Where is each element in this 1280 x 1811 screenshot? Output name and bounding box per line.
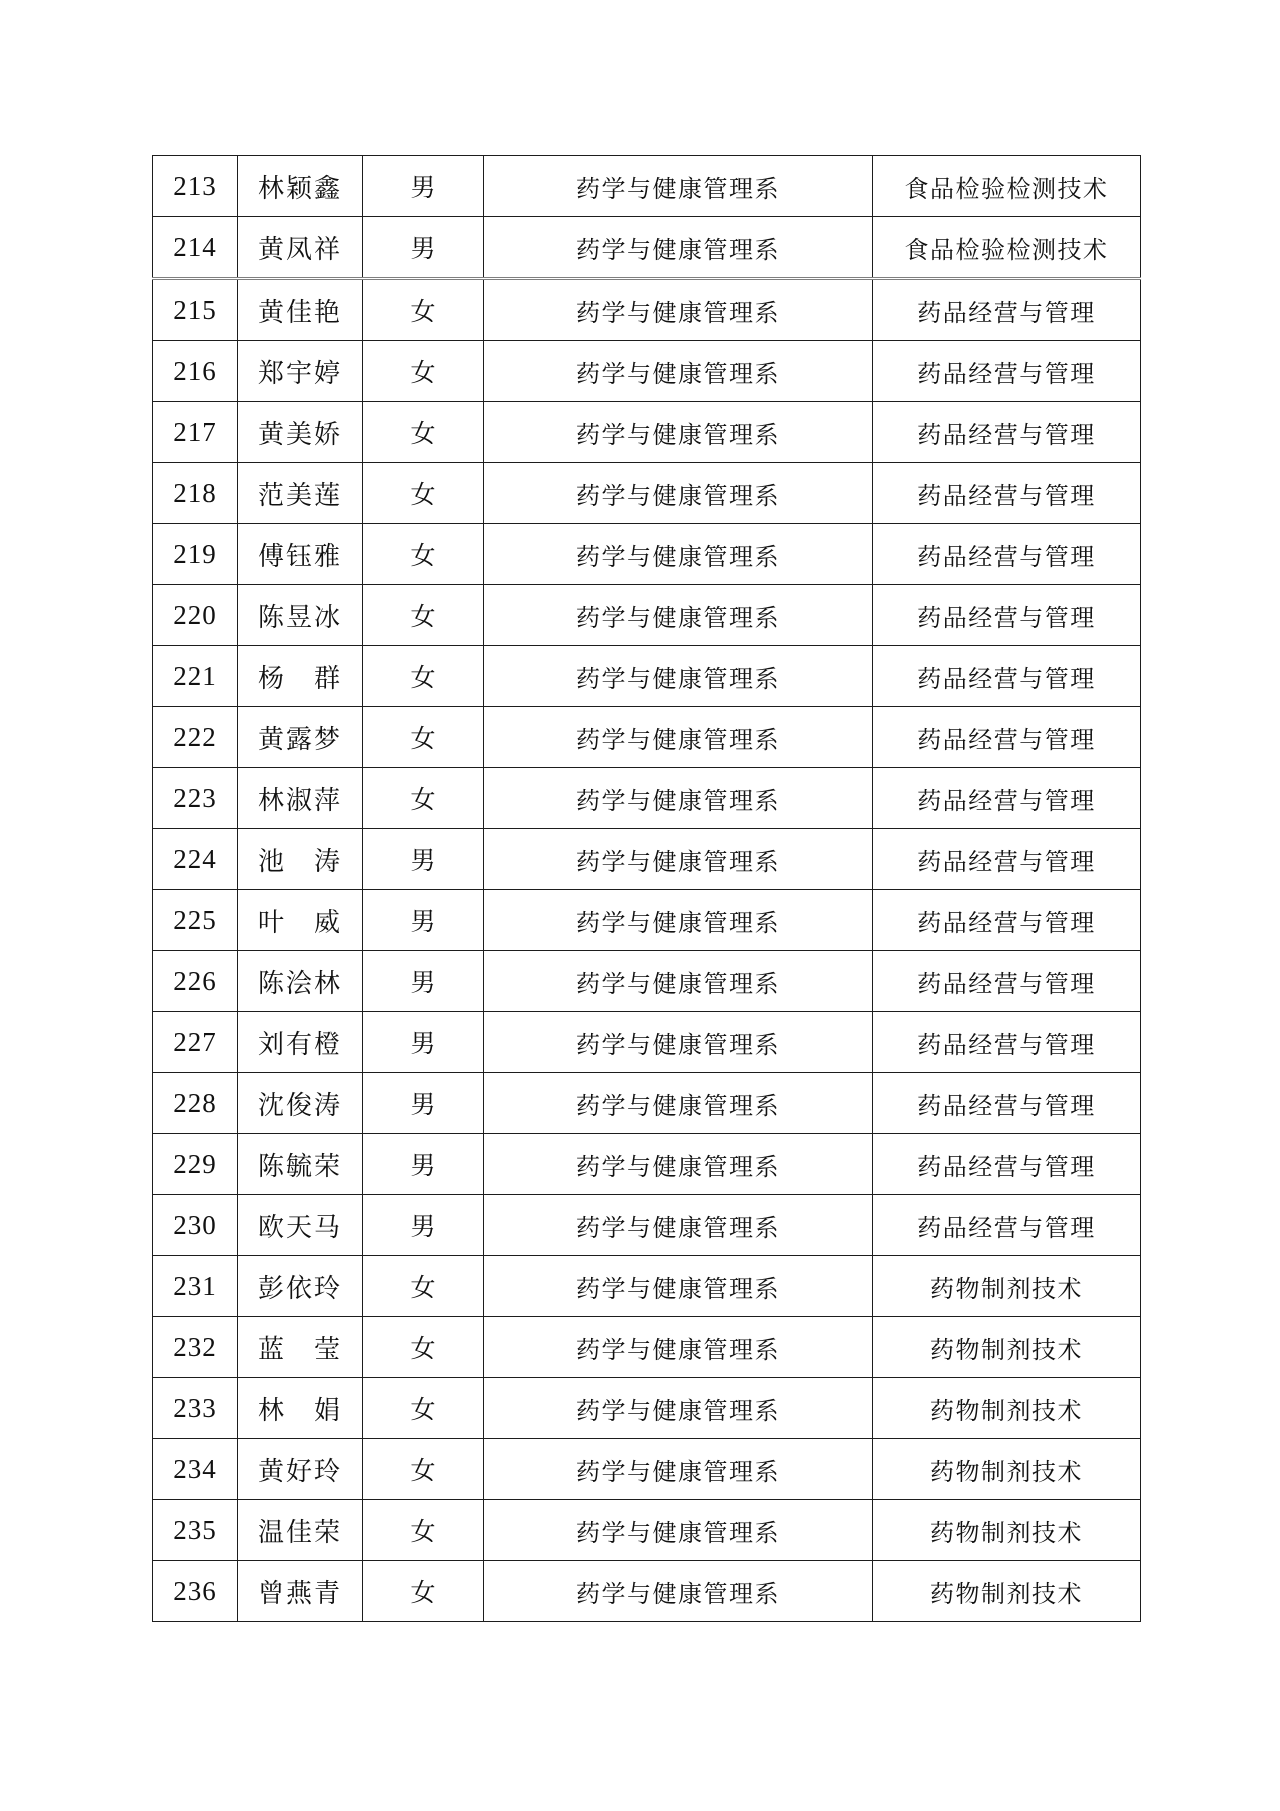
cell-gender: 女 <box>363 1256 484 1317</box>
table-row <box>153 1317 1141 1378</box>
cell-gender: 男 <box>363 217 484 279</box>
cell-major: 食品检验检测技术 <box>873 217 1141 279</box>
cell-gender: 女 <box>363 585 484 646</box>
cell-department: 药学与健康管理系 <box>484 1134 873 1195</box>
cell-student-name: 林颖鑫 <box>238 156 363 217</box>
table-row <box>153 279 1141 341</box>
table-row <box>153 951 1141 1012</box>
cell-major: 药品经营与管理 <box>873 707 1141 768</box>
cell-department: 药学与健康管理系 <box>484 217 873 279</box>
cell-department: 药学与健康管理系 <box>484 156 873 217</box>
cell-gender: 男 <box>363 890 484 951</box>
cell-gender: 女 <box>363 463 484 524</box>
cell-student-name: 林 娟 <box>238 1378 363 1439</box>
cell-major: 药品经营与管理 <box>873 1195 1141 1256</box>
cell-department: 药学与健康管理系 <box>484 1317 873 1378</box>
cell-serial-number: 213 <box>153 156 238 217</box>
cell-serial-number: 217 <box>153 402 238 463</box>
cell-major: 药物制剂技术 <box>873 1500 1141 1561</box>
cell-major: 药品经营与管理 <box>873 1134 1141 1195</box>
table-row <box>153 1439 1141 1500</box>
cell-gender: 女 <box>363 524 484 585</box>
cell-gender: 男 <box>363 156 484 217</box>
cell-gender: 男 <box>363 1195 484 1256</box>
cell-serial-number: 229 <box>153 1134 238 1195</box>
table-row <box>153 1378 1141 1439</box>
cell-major: 药品经营与管理 <box>873 890 1141 951</box>
cell-department: 药学与健康管理系 <box>484 1378 873 1439</box>
cell-major: 药物制剂技术 <box>873 1317 1141 1378</box>
table-row <box>153 585 1141 646</box>
cell-student-name: 黄好玲 <box>238 1439 363 1500</box>
cell-major: 药品经营与管理 <box>873 951 1141 1012</box>
cell-department: 药学与健康管理系 <box>484 646 873 707</box>
cell-department: 药学与健康管理系 <box>484 1195 873 1256</box>
cell-gender: 女 <box>363 1378 484 1439</box>
cell-student-name: 曾燕青 <box>238 1561 363 1622</box>
cell-student-name: 黄美娇 <box>238 402 363 463</box>
cell-serial-number: 230 <box>153 1195 238 1256</box>
cell-department: 药学与健康管理系 <box>484 1561 873 1622</box>
cell-gender: 女 <box>363 279 484 341</box>
cell-gender: 女 <box>363 402 484 463</box>
cell-department: 药学与健康管理系 <box>484 1500 873 1561</box>
cell-department: 药学与健康管理系 <box>484 1012 873 1073</box>
cell-major: 药品经营与管理 <box>873 341 1141 402</box>
cell-serial-number: 227 <box>153 1012 238 1073</box>
table-row <box>153 524 1141 585</box>
cell-major: 药品经营与管理 <box>873 829 1141 890</box>
cell-serial-number: 223 <box>153 768 238 829</box>
table-row <box>153 1134 1141 1195</box>
cell-major: 药物制剂技术 <box>873 1378 1141 1439</box>
cell-serial-number: 220 <box>153 585 238 646</box>
cell-serial-number: 226 <box>153 951 238 1012</box>
cell-department: 药学与健康管理系 <box>484 707 873 768</box>
cell-student-name: 蓝 莹 <box>238 1317 363 1378</box>
cell-student-name: 陈毓荣 <box>238 1134 363 1195</box>
cell-department: 药学与健康管理系 <box>484 1073 873 1134</box>
table-row <box>153 1500 1141 1561</box>
cell-major: 药品经营与管理 <box>873 768 1141 829</box>
cell-major: 药品经营与管理 <box>873 402 1141 463</box>
cell-serial-number: 235 <box>153 1500 238 1561</box>
cell-department: 药学与健康管理系 <box>484 585 873 646</box>
cell-gender: 女 <box>363 1317 484 1378</box>
cell-serial-number: 232 <box>153 1317 238 1378</box>
cell-major: 药品经营与管理 <box>873 279 1141 341</box>
table-row <box>153 402 1141 463</box>
cell-serial-number: 231 <box>153 1256 238 1317</box>
cell-gender: 女 <box>363 1439 484 1500</box>
cell-student-name: 欧天马 <box>238 1195 363 1256</box>
cell-gender: 女 <box>363 707 484 768</box>
table-row <box>153 156 1141 217</box>
cell-student-name: 黄佳艳 <box>238 279 363 341</box>
table-row <box>153 463 1141 524</box>
cell-serial-number: 228 <box>153 1073 238 1134</box>
cell-major: 药品经营与管理 <box>873 463 1141 524</box>
cell-student-name: 傅钰雅 <box>238 524 363 585</box>
cell-serial-number: 221 <box>153 646 238 707</box>
table-row <box>153 707 1141 768</box>
cell-serial-number: 233 <box>153 1378 238 1439</box>
table-row <box>153 1012 1141 1073</box>
cell-major: 药品经营与管理 <box>873 1012 1141 1073</box>
table-row <box>153 217 1141 279</box>
cell-department: 药学与健康管理系 <box>484 890 873 951</box>
cell-serial-number: 215 <box>153 279 238 341</box>
cell-gender: 女 <box>363 768 484 829</box>
cell-gender: 女 <box>363 1561 484 1622</box>
cell-serial-number: 224 <box>153 829 238 890</box>
table-row <box>153 829 1141 890</box>
cell-major: 药物制剂技术 <box>873 1561 1141 1622</box>
cell-student-name: 陈浍林 <box>238 951 363 1012</box>
cell-department: 药学与健康管理系 <box>484 829 873 890</box>
cell-department: 药学与健康管理系 <box>484 341 873 402</box>
table-row <box>153 1195 1141 1256</box>
cell-gender: 女 <box>363 646 484 707</box>
cell-student-name: 池 涛 <box>238 829 363 890</box>
cell-major: 药品经营与管理 <box>873 524 1141 585</box>
cell-gender: 女 <box>363 341 484 402</box>
cell-department: 药学与健康管理系 <box>484 279 873 341</box>
cell-gender: 男 <box>363 1012 484 1073</box>
cell-major: 食品检验检测技术 <box>873 156 1141 217</box>
cell-department: 药学与健康管理系 <box>484 463 873 524</box>
table-row <box>153 646 1141 707</box>
cell-student-name: 刘有橙 <box>238 1012 363 1073</box>
cell-major: 药物制剂技术 <box>873 1439 1141 1500</box>
cell-student-name: 黄凤祥 <box>238 217 363 279</box>
cell-student-name: 黄露梦 <box>238 707 363 768</box>
cell-major: 药品经营与管理 <box>873 646 1141 707</box>
cell-serial-number: 234 <box>153 1439 238 1500</box>
cell-serial-number: 236 <box>153 1561 238 1622</box>
cell-student-name: 杨 群 <box>238 646 363 707</box>
cell-serial-number: 218 <box>153 463 238 524</box>
cell-major: 药品经营与管理 <box>873 585 1141 646</box>
cell-serial-number: 222 <box>153 707 238 768</box>
table-row <box>153 768 1141 829</box>
student-roster-table <box>152 155 1141 1622</box>
cell-serial-number: 225 <box>153 890 238 951</box>
cell-serial-number: 216 <box>153 341 238 402</box>
cell-gender: 男 <box>363 829 484 890</box>
cell-student-name: 温佳荣 <box>238 1500 363 1561</box>
cell-gender: 女 <box>363 1500 484 1561</box>
cell-gender: 男 <box>363 1073 484 1134</box>
cell-department: 药学与健康管理系 <box>484 768 873 829</box>
cell-serial-number: 214 <box>153 217 238 279</box>
cell-department: 药学与健康管理系 <box>484 402 873 463</box>
cell-student-name: 彭依玲 <box>238 1256 363 1317</box>
cell-department: 药学与健康管理系 <box>484 1256 873 1317</box>
cell-department: 药学与健康管理系 <box>484 524 873 585</box>
cell-student-name: 林淑萍 <box>238 768 363 829</box>
roster-body <box>153 156 1141 1622</box>
cell-student-name: 郑宇婷 <box>238 341 363 402</box>
cell-serial-number: 219 <box>153 524 238 585</box>
cell-department: 药学与健康管理系 <box>484 1439 873 1500</box>
table-row <box>153 1073 1141 1134</box>
table-row <box>153 1561 1141 1622</box>
cell-student-name: 范美莲 <box>238 463 363 524</box>
cell-major: 药品经营与管理 <box>873 1073 1141 1134</box>
cell-student-name: 陈昱冰 <box>238 585 363 646</box>
cell-department: 药学与健康管理系 <box>484 951 873 1012</box>
cell-gender: 男 <box>363 951 484 1012</box>
cell-student-name: 沈俊涛 <box>238 1073 363 1134</box>
table-row <box>153 890 1141 951</box>
cell-major: 药物制剂技术 <box>873 1256 1141 1317</box>
table-row <box>153 341 1141 402</box>
cell-student-name: 叶 威 <box>238 890 363 951</box>
table-row <box>153 1256 1141 1317</box>
cell-gender: 男 <box>363 1134 484 1195</box>
